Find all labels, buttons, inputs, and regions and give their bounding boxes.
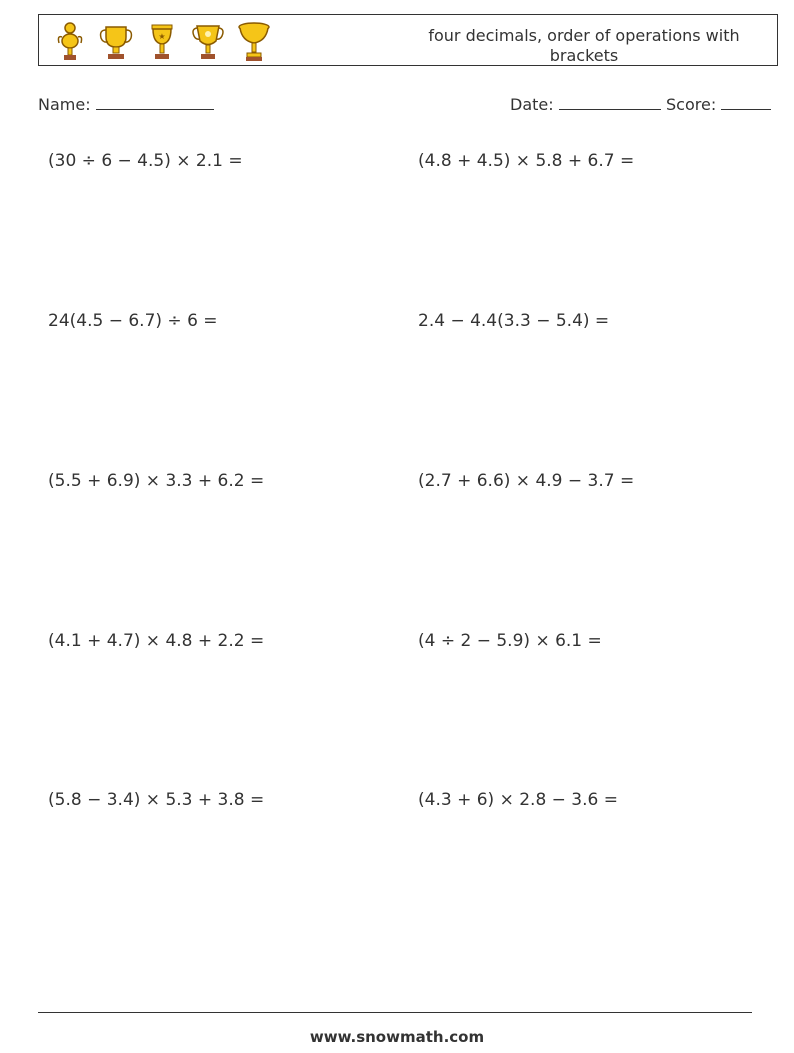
- problem-8: (4 ÷ 2 − 5.9) × 6.1 =: [418, 631, 602, 651]
- name-field[interactable]: [38, 93, 214, 114]
- date-field[interactable]: [510, 93, 661, 114]
- worksheet-title: four decimals, order of operations with brackets: [428, 26, 740, 65]
- score-field[interactable]: [666, 93, 771, 114]
- problem-7: (4.1 + 4.7) × 4.8 + 2.2 =: [48, 631, 265, 651]
- trophy-icon: [143, 19, 181, 63]
- trophy-icon: [189, 19, 227, 63]
- score-blank[interactable]: [721, 93, 771, 110]
- worksheet-header: [38, 14, 778, 66]
- svg-text:★: ★: [158, 32, 166, 41]
- name-blank[interactable]: [96, 93, 214, 110]
- problem-3: 24(4.5 − 6.7) ÷ 6 =: [48, 311, 218, 331]
- date-label: Date:: [510, 95, 554, 114]
- name-label: Name:: [38, 95, 91, 114]
- problem-9: (5.8 − 3.4) × 5.3 + 3.8 =: [48, 790, 265, 810]
- footer-website[interactable]: www.snowmath.com: [309, 1028, 485, 1046]
- problem-6: (2.7 + 6.6) × 4.9 − 3.7 =: [418, 471, 635, 491]
- score-label: Score:: [666, 95, 717, 114]
- trophy-icon: [51, 19, 89, 63]
- trophy-icon: [235, 19, 273, 63]
- footer-divider: [38, 1012, 752, 1013]
- problem-5: (5.5 + 6.9) × 3.3 + 6.2 =: [48, 471, 265, 491]
- problem-4: 2.4 − 4.4(3.3 − 5.4) =: [418, 311, 610, 331]
- problem-10: (4.3 + 6) × 2.8 − 3.6 =: [418, 790, 618, 810]
- date-blank[interactable]: [559, 93, 661, 110]
- trophy-icon: [97, 19, 135, 63]
- problem-2: (4.8 + 4.5) × 5.8 + 6.7 =: [418, 151, 635, 171]
- problem-1: (30 ÷ 6 − 4.5) × 2.1 =: [48, 151, 243, 171]
- trophy-row: [51, 19, 273, 63]
